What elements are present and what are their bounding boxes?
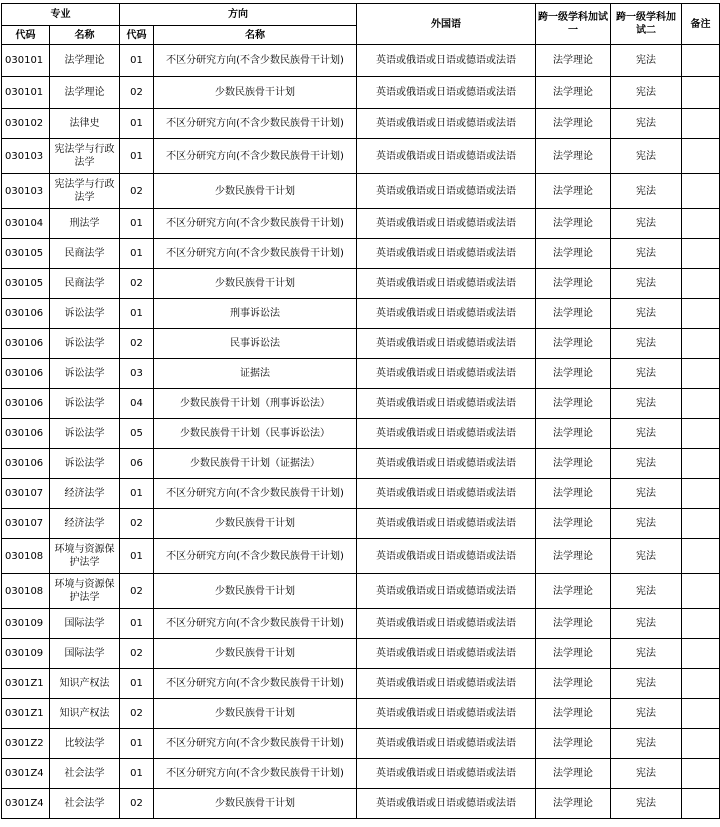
major-code-cell: 030106: [2, 419, 50, 449]
foreign-language-cell: 英语或俄语或日语或德语或法语: [357, 759, 536, 789]
major-code-cell: 030103: [2, 174, 50, 209]
foreign-language-cell: 英语或俄语或日语或德语或法语: [357, 299, 536, 329]
cross-test-2-cell: 宪法: [611, 139, 682, 174]
major-code-cell: 030102: [2, 109, 50, 139]
foreign-language-cell: 英语或俄语或日语或德语或法语: [357, 77, 536, 109]
table-row: [2, 109, 720, 139]
cross-test-1-cell: 法学理论: [536, 539, 611, 574]
direction-name-cell: 少数民族骨干计划: [154, 174, 357, 209]
direction-name-cell: 少数民族骨干计划: [154, 269, 357, 299]
header-direction: 方向: [120, 4, 357, 26]
cross-test-1-cell: 法学理论: [536, 789, 611, 819]
major-code-cell: 030101: [2, 45, 50, 77]
table-row: [2, 239, 720, 269]
header-direction-code: 代码: [120, 26, 154, 45]
direction-name-cell: 不区分研究方向(不含少数民族骨干计划): [154, 45, 357, 77]
major-name-cell: 社会法学: [50, 759, 120, 789]
foreign-language-cell: 英语或俄语或日语或德语或法语: [357, 479, 536, 509]
major-name-cell: 比较法学: [50, 729, 120, 759]
cross-test-1-cell: 法学理论: [536, 299, 611, 329]
foreign-language-cell: 英语或俄语或日语或德语或法语: [357, 729, 536, 759]
foreign-language-cell: 英语或俄语或日语或德语或法语: [357, 269, 536, 299]
direction-code-cell: 02: [120, 639, 154, 669]
major-name-cell: 法学理论: [50, 77, 120, 109]
header-major: 专业: [2, 4, 120, 26]
major-name-cell: 法律史: [50, 109, 120, 139]
cross-test-2-cell: 宪法: [611, 669, 682, 699]
direction-name-cell: 不区分研究方向(不含少数民族骨干计划): [154, 239, 357, 269]
direction-name-cell: 不区分研究方向(不含少数民族骨干计划): [154, 669, 357, 699]
table-row: [2, 269, 720, 299]
major-code-cell: 030106: [2, 449, 50, 479]
header-major-name: 名称: [50, 26, 120, 45]
foreign-language-cell: 英语或俄语或日语或德语或法语: [357, 699, 536, 729]
remarks-cell: [682, 269, 720, 299]
cross-test-1-cell: 法学理论: [536, 759, 611, 789]
remarks-cell: [682, 449, 720, 479]
major-name-cell: 法学理论: [50, 45, 120, 77]
cross-test-2-cell: 宪法: [611, 699, 682, 729]
major-code-cell: 030101: [2, 77, 50, 109]
remarks-cell: [682, 139, 720, 174]
major-name-cell: 环境与资源保护法学: [50, 539, 120, 574]
cross-test-1-cell: 法学理论: [536, 609, 611, 639]
major-code-cell: 0301Z4: [2, 789, 50, 819]
direction-name-cell: 少数民族骨干计划（证据法）: [154, 449, 357, 479]
cross-test-1-cell: 法学理论: [536, 669, 611, 699]
major-name-cell: 诉讼法学: [50, 419, 120, 449]
remarks-cell: [682, 574, 720, 609]
major-name-cell: 诉讼法学: [50, 449, 120, 479]
table-row: [2, 669, 720, 699]
remarks-cell: [682, 479, 720, 509]
cross-test-2-cell: 宪法: [611, 239, 682, 269]
major-code-cell: 030106: [2, 299, 50, 329]
header-row-1: [2, 4, 720, 26]
table-row: [2, 359, 720, 389]
direction-name-cell: 不区分研究方向(不含少数民族骨干计划): [154, 759, 357, 789]
cross-test-2-cell: 宪法: [611, 639, 682, 669]
cross-test-1-cell: 法学理论: [536, 479, 611, 509]
major-name-cell: 诉讼法学: [50, 359, 120, 389]
major-code-cell: 030103: [2, 139, 50, 174]
cross-test-2-cell: 宪法: [611, 574, 682, 609]
direction-name-cell: 少数民族骨干计划（刑事诉讼法）: [154, 389, 357, 419]
direction-code-cell: 02: [120, 574, 154, 609]
foreign-language-cell: 英语或俄语或日语或德语或法语: [357, 45, 536, 77]
cross-test-2-cell: 宪法: [611, 479, 682, 509]
direction-name-cell: 不区分研究方向(不含少数民族骨干计划): [154, 479, 357, 509]
table-row: [2, 174, 720, 209]
cross-test-1-cell: 法学理论: [536, 509, 611, 539]
direction-name-cell: 不区分研究方向(不含少数民族骨干计划): [154, 109, 357, 139]
table-row: [2, 539, 720, 574]
remarks-cell: [682, 209, 720, 239]
direction-name-cell: 少数民族骨干计划: [154, 699, 357, 729]
direction-name-cell: 不区分研究方向(不含少数民族骨干计划): [154, 539, 357, 574]
major-code-cell: 030105: [2, 239, 50, 269]
cross-test-1-cell: 法学理论: [536, 269, 611, 299]
cross-test-2-cell: 宪法: [611, 174, 682, 209]
major-code-cell: 030106: [2, 329, 50, 359]
direction-code-cell: 01: [120, 139, 154, 174]
cross-test-2-cell: 宪法: [611, 759, 682, 789]
foreign-language-cell: 英语或俄语或日语或德语或法语: [357, 239, 536, 269]
major-name-cell: 社会法学: [50, 789, 120, 819]
table-row: [2, 45, 720, 77]
direction-code-cell: 01: [120, 539, 154, 574]
direction-code-cell: 01: [120, 609, 154, 639]
table-body: [2, 45, 720, 819]
cross-test-2-cell: 宪法: [611, 269, 682, 299]
major-code-cell: 030107: [2, 479, 50, 509]
remarks-cell: [682, 389, 720, 419]
foreign-language-cell: 英语或俄语或日语或德语或法语: [357, 574, 536, 609]
table-row: [2, 574, 720, 609]
major-name-cell: 诉讼法学: [50, 299, 120, 329]
cross-test-2-cell: 宪法: [611, 389, 682, 419]
cross-test-2-cell: 宪法: [611, 729, 682, 759]
foreign-language-cell: 英语或俄语或日语或德语或法语: [357, 419, 536, 449]
remarks-cell: [682, 789, 720, 819]
remarks-cell: [682, 729, 720, 759]
direction-code-cell: 01: [120, 209, 154, 239]
direction-code-cell: 02: [120, 699, 154, 729]
direction-code-cell: 04: [120, 389, 154, 419]
major-code-cell: 0301Z4: [2, 759, 50, 789]
cross-test-1-cell: 法学理论: [536, 174, 611, 209]
cross-test-2-cell: 宪法: [611, 449, 682, 479]
direction-name-cell: 不区分研究方向(不含少数民族骨干计划): [154, 139, 357, 174]
cross-test-1-cell: 法学理论: [536, 209, 611, 239]
remarks-cell: [682, 109, 720, 139]
major-name-cell: 民商法学: [50, 269, 120, 299]
table-row: [2, 299, 720, 329]
major-name-cell: 诉讼法学: [50, 329, 120, 359]
program-table: [1, 3, 720, 819]
direction-code-cell: 01: [120, 669, 154, 699]
major-code-cell: 0301Z2: [2, 729, 50, 759]
major-code-cell: 030106: [2, 389, 50, 419]
cross-test-2-cell: 宪法: [611, 609, 682, 639]
remarks-cell: [682, 419, 720, 449]
foreign-language-cell: 英语或俄语或日语或德语或法语: [357, 139, 536, 174]
major-name-cell: 知识产权法: [50, 669, 120, 699]
direction-name-cell: 少数民族骨干计划: [154, 639, 357, 669]
major-code-cell: 030109: [2, 609, 50, 639]
foreign-language-cell: 英语或俄语或日语或德语或法语: [357, 609, 536, 639]
remarks-cell: [682, 509, 720, 539]
table-row: [2, 729, 720, 759]
major-code-cell: 030106: [2, 359, 50, 389]
cross-test-1-cell: 法学理论: [536, 359, 611, 389]
remarks-cell: [682, 669, 720, 699]
major-name-cell: 诉讼法学: [50, 389, 120, 419]
direction-code-cell: 02: [120, 789, 154, 819]
cross-test-2-cell: 宪法: [611, 329, 682, 359]
cross-test-1-cell: 法学理论: [536, 729, 611, 759]
remarks-cell: [682, 239, 720, 269]
remarks-cell: [682, 609, 720, 639]
direction-code-cell: 01: [120, 45, 154, 77]
table-row: [2, 609, 720, 639]
direction-name-cell: 少数民族骨干计划（民事诉讼法）: [154, 419, 357, 449]
table-row: [2, 329, 720, 359]
direction-code-cell: 01: [120, 239, 154, 269]
cross-test-2-cell: 宪法: [611, 77, 682, 109]
cross-test-2-cell: 宪法: [611, 539, 682, 574]
header-major-code: 代码: [2, 26, 50, 45]
cross-test-2-cell: 宪法: [611, 419, 682, 449]
cross-test-1-cell: 法学理论: [536, 699, 611, 729]
direction-code-cell: 02: [120, 77, 154, 109]
major-code-cell: 030104: [2, 209, 50, 239]
major-code-cell: 030105: [2, 269, 50, 299]
header-direction-name: 名称: [154, 26, 357, 45]
table-row: [2, 419, 720, 449]
direction-name-cell: 不区分研究方向(不含少数民族骨干计划): [154, 729, 357, 759]
direction-code-cell: 02: [120, 269, 154, 299]
cross-test-2-cell: 宪法: [611, 45, 682, 77]
cross-test-2-cell: 宪法: [611, 789, 682, 819]
major-name-cell: 经济法学: [50, 479, 120, 509]
foreign-language-cell: 英语或俄语或日语或德语或法语: [357, 669, 536, 699]
table-row: [2, 509, 720, 539]
direction-code-cell: 05: [120, 419, 154, 449]
foreign-language-cell: 英语或俄语或日语或德语或法语: [357, 329, 536, 359]
table-row: [2, 77, 720, 109]
major-code-cell: 030108: [2, 539, 50, 574]
direction-code-cell: 01: [120, 759, 154, 789]
foreign-language-cell: 英语或俄语或日语或德语或法语: [357, 109, 536, 139]
cross-test-1-cell: 法学理论: [536, 419, 611, 449]
direction-code-cell: 06: [120, 449, 154, 479]
foreign-language-cell: 英语或俄语或日语或德语或法语: [357, 209, 536, 239]
cross-test-1-cell: 法学理论: [536, 639, 611, 669]
major-code-cell: 030109: [2, 639, 50, 669]
cross-test-2-cell: 宪法: [611, 299, 682, 329]
remarks-cell: [682, 539, 720, 574]
major-name-cell: 宪法学与行政法学: [50, 139, 120, 174]
major-name-cell: 经济法学: [50, 509, 120, 539]
foreign-language-cell: 英语或俄语或日语或德语或法语: [357, 539, 536, 574]
foreign-language-cell: 英语或俄语或日语或德语或法语: [357, 449, 536, 479]
header-cross-test-1: 跨一级学科加试一: [536, 4, 611, 45]
table-row: [2, 449, 720, 479]
cross-test-1-cell: 法学理论: [536, 449, 611, 479]
remarks-cell: [682, 299, 720, 329]
major-name-cell: 国际法学: [50, 609, 120, 639]
remarks-cell: [682, 359, 720, 389]
direction-code-cell: 01: [120, 729, 154, 759]
table-row: [2, 699, 720, 729]
cross-test-1-cell: 法学理论: [536, 574, 611, 609]
foreign-language-cell: 英语或俄语或日语或德语或法语: [357, 389, 536, 419]
table-row: [2, 639, 720, 669]
header-cross-test-2: 跨一级学科加试二: [611, 4, 682, 45]
cross-test-2-cell: 宪法: [611, 109, 682, 139]
major-code-cell: 030108: [2, 574, 50, 609]
table-row: [2, 389, 720, 419]
major-name-cell: 知识产权法: [50, 699, 120, 729]
major-name-cell: 宪法学与行政法学: [50, 174, 120, 209]
remarks-cell: [682, 759, 720, 789]
major-name-cell: 民商法学: [50, 239, 120, 269]
foreign-language-cell: 英语或俄语或日语或德语或法语: [357, 509, 536, 539]
cross-test-1-cell: 法学理论: [536, 109, 611, 139]
remarks-cell: [682, 45, 720, 77]
remarks-cell: [682, 174, 720, 209]
foreign-language-cell: 英语或俄语或日语或德语或法语: [357, 359, 536, 389]
cross-test-1-cell: 法学理论: [536, 329, 611, 359]
cross-test-2-cell: 宪法: [611, 359, 682, 389]
direction-name-cell: 刑事诉讼法: [154, 299, 357, 329]
direction-name-cell: 少数民族骨干计划: [154, 789, 357, 819]
remarks-cell: [682, 77, 720, 109]
table-row: [2, 479, 720, 509]
direction-code-cell: 02: [120, 329, 154, 359]
direction-code-cell: 02: [120, 509, 154, 539]
direction-name-cell: 证据法: [154, 359, 357, 389]
cross-test-2-cell: 宪法: [611, 509, 682, 539]
direction-name-cell: 少数民族骨干计划: [154, 574, 357, 609]
foreign-language-cell: 英语或俄语或日语或德语或法语: [357, 639, 536, 669]
remarks-cell: [682, 639, 720, 669]
cross-test-1-cell: 法学理论: [536, 239, 611, 269]
direction-name-cell: 少数民族骨干计划: [154, 509, 357, 539]
foreign-language-cell: 英语或俄语或日语或德语或法语: [357, 789, 536, 819]
table-row: [2, 789, 720, 819]
cross-test-1-cell: 法学理论: [536, 45, 611, 77]
cross-test-1-cell: 法学理论: [536, 139, 611, 174]
direction-code-cell: 01: [120, 109, 154, 139]
major-name-cell: 国际法学: [50, 639, 120, 669]
direction-code-cell: 01: [120, 299, 154, 329]
direction-code-cell: 01: [120, 479, 154, 509]
header-remarks: 备注: [682, 4, 720, 45]
major-name-cell: 环境与资源保护法学: [50, 574, 120, 609]
remarks-cell: [682, 699, 720, 729]
cross-test-2-cell: 宪法: [611, 209, 682, 239]
major-code-cell: 030107: [2, 509, 50, 539]
table-row: [2, 759, 720, 789]
direction-code-cell: 02: [120, 174, 154, 209]
direction-name-cell: 少数民族骨干计划: [154, 77, 357, 109]
remarks-cell: [682, 329, 720, 359]
major-name-cell: 刑法学: [50, 209, 120, 239]
major-code-cell: 0301Z1: [2, 669, 50, 699]
table-row: [2, 209, 720, 239]
direction-name-cell: 民事诉讼法: [154, 329, 357, 359]
cross-test-1-cell: 法学理论: [536, 77, 611, 109]
direction-name-cell: 不区分研究方向(不含少数民族骨干计划): [154, 609, 357, 639]
cross-test-1-cell: 法学理论: [536, 389, 611, 419]
direction-code-cell: 03: [120, 359, 154, 389]
table-row: [2, 139, 720, 174]
major-code-cell: 0301Z1: [2, 699, 50, 729]
header-foreign-language: 外国语: [357, 4, 536, 45]
direction-name-cell: 不区分研究方向(不含少数民族骨干计划): [154, 209, 357, 239]
foreign-language-cell: 英语或俄语或日语或德语或法语: [357, 174, 536, 209]
